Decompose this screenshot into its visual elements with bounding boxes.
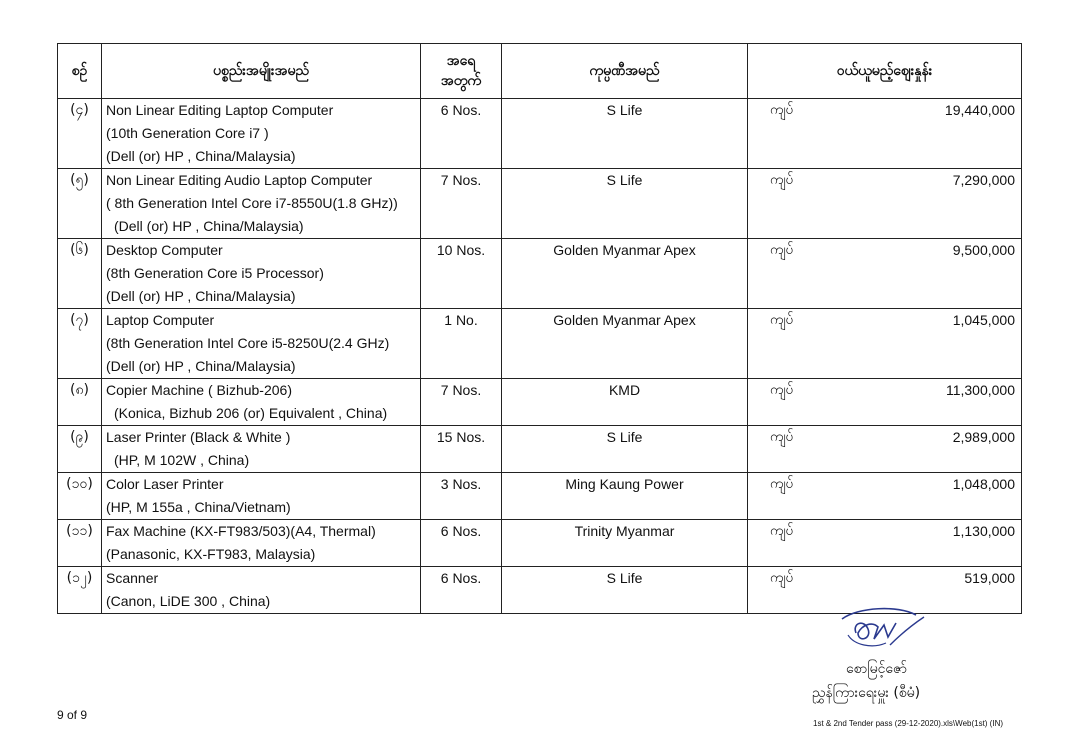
table-row [58,473,1022,520]
item-line: Copier Machine ( Bizhub-206) [106,382,292,398]
quantity: 10 Nos. [421,239,502,309]
currency-label: ကျပ် [770,523,794,539]
page-number: 9 of 9 [57,708,88,722]
currency-label: ကျပ် [770,102,794,118]
quantity: 6 Nos. [421,520,502,567]
item-description [102,426,421,473]
tender-table [57,43,1022,614]
quantity: 15 Nos. [421,426,502,473]
table-row [58,239,1022,309]
company-name: Golden Myanmar Apex [502,239,748,309]
company-name: Golden Myanmar Apex [502,309,748,379]
item-line: Non Linear Editing Audio Laptop Computer [106,172,373,188]
item-line: Desktop Computer [106,242,223,258]
quantity: 7 Nos. [421,169,502,239]
item-line: (Dell (or) HP , China/Malaysia) [114,218,304,234]
header-item: ပစ္စည်းအမျိုးအမည် [102,44,421,99]
table-header-row [58,44,1022,99]
row-number: (၈) [58,379,102,426]
item-description [102,239,421,309]
price-cell [748,379,1022,426]
price-cell [748,520,1022,567]
price-amount: 19,440,000 [944,102,1015,118]
header-qty-line1: အရေ [446,53,476,69]
file-path-footer: 1st & 2nd Tender pass (29-12-2020).xls\Web(1st) (IN) [813,719,1004,728]
header-price: ဝယ်ယူမည့်ဈေးနှုန်း [748,44,1022,99]
row-number: (၇) [58,309,102,379]
price-cell [748,426,1022,473]
item-description [102,379,421,426]
item-line: ( 8th Generation Intel Core i7-8550U(1.8 GHz)) [106,195,398,211]
item-description [102,520,421,567]
item-line: (Dell (or) HP , China/Malaysia) [106,288,296,304]
header-no: စဉ် [58,44,102,99]
quantity: 3 Nos. [421,473,502,520]
row-number: (၆) [58,239,102,309]
price-amount: 2,989,000 [952,429,1015,445]
header-company: ကုမ္ပဏီအမည် [502,44,748,99]
currency-label: ကျပ် [770,429,794,445]
table-row [58,309,1022,379]
quantity: 6 Nos. [421,99,502,169]
item-line: Laptop Computer [106,312,215,328]
currency-label: ကျပ် [770,172,794,188]
currency-label: ကျပ် [770,570,794,586]
signatory-name: စောမြင့်ဇော် [846,661,908,677]
price-amount: 519,000 [964,570,1015,586]
price-cell [748,99,1022,169]
item-line: (8th Generation Intel Core i5-8250U(2.4 GHz) [106,335,390,351]
row-number: (၄) [58,99,102,169]
row-number: (၉) [58,426,102,473]
price-cell [748,239,1022,309]
currency-label: ကျပ် [770,382,794,398]
item-line: (Konica, Bizhub 206 (or) Equivalent , China) [114,405,388,421]
table-row [58,99,1022,169]
quantity: 1 No. [421,309,502,379]
item-line: (HP, M 102W , China) [114,452,250,468]
price-amount: 7,290,000 [952,172,1015,188]
item-line: Fax Machine (KX-FT983/503)(A4, Thermal) [106,523,376,539]
item-line: (HP, M 155a , China/Vietnam) [106,499,291,515]
price-cell [748,169,1022,239]
table-row [58,426,1022,473]
item-description [102,473,421,520]
price-amount: 1,045,000 [952,312,1015,328]
signatory-title: ညွှန်ကြားရေးမှူး (စီမံ) [812,685,921,701]
price-amount: 9,500,000 [952,242,1015,258]
company-name: Ming Kaung Power [502,473,748,520]
item-line: Non Linear Editing Laptop Computer [106,102,334,118]
company-name: S Life [502,99,748,169]
table-row [58,379,1022,426]
table-row [58,520,1022,567]
item-line: (Dell (or) HP , China/Malaysia) [106,358,296,374]
price-amount: 1,048,000 [952,476,1015,492]
item-line: (8th Generation Core i5 Processor) [106,265,324,281]
item-line: (10th Generation Core i7 ) [106,125,269,141]
price-amount: 11,300,000 [945,382,1015,398]
company-name: KMD [502,379,748,426]
item-description [102,99,421,169]
header-qty-line2: အတွက် [440,73,482,89]
currency-label: ကျပ် [770,312,794,328]
table-row [58,169,1022,239]
company-name: S Life [502,169,748,239]
item-line: Scanner [106,570,159,586]
item-description [102,309,421,379]
item-description [102,169,421,239]
item-line: Color Laser Printer [106,476,224,492]
row-number: (၁၁) [58,520,102,567]
row-number: (၁၀) [58,473,102,520]
currency-label: ကျပ် [770,476,794,492]
price-cell [748,309,1022,379]
item-line: Laser Printer (Black & White ) [106,429,291,445]
item-line: (Canon, LiDE 300 , China) [106,593,271,609]
company-name: S Life [502,426,748,473]
row-number: (၅) [58,169,102,239]
quantity: 6 Nos. [421,567,502,614]
company-name: Trinity Myanmar [502,520,748,567]
item-description [102,567,421,614]
company-name: S Life [502,567,748,614]
price-amount: 1,130,000 [952,523,1015,539]
quantity: 7 Nos. [421,379,502,426]
price-cell [748,473,1022,520]
item-line: (Panasonic, KX-FT983, Malaysia) [106,546,316,562]
header-qty [421,44,502,99]
signature-icon [828,605,928,653]
item-line: (Dell (or) HP , China/Malaysia) [106,148,296,164]
currency-label: ကျပ် [770,242,794,258]
row-number: (၁၂) [58,567,102,614]
